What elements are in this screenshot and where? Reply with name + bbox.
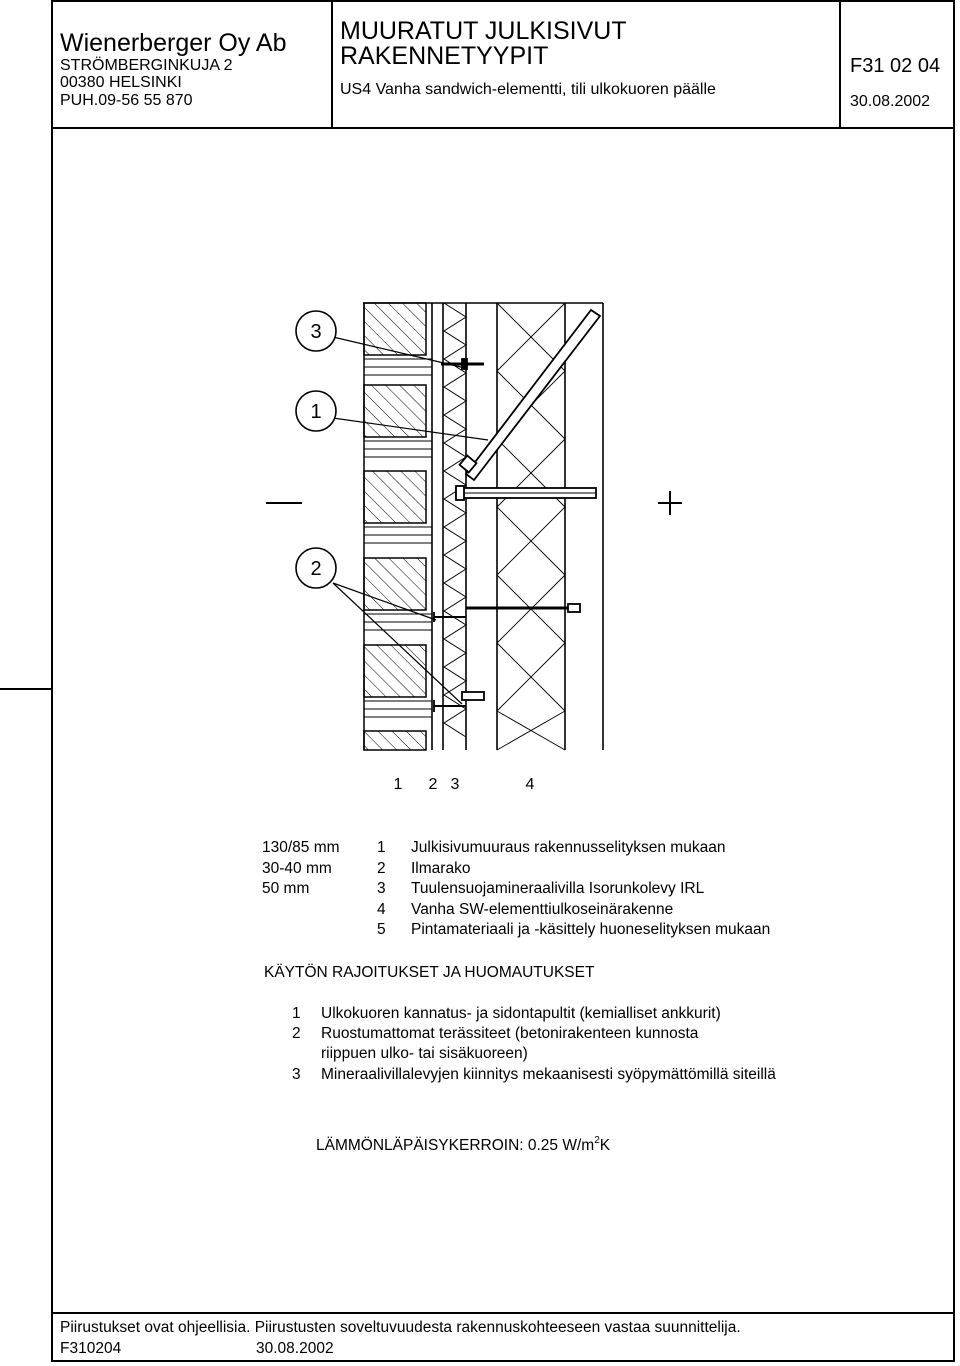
insulation-cross: [497, 507, 565, 575]
u-value-superscript: 2: [594, 1135, 600, 1146]
callout-label-2: 2: [310, 558, 322, 580]
company-phone: PUH.09-56 55 870: [60, 92, 193, 109]
brick: [364, 558, 426, 610]
u-value: [316, 1136, 610, 1154]
legend-thickness-3: 50 mm: [262, 880, 310, 897]
footer-date: 30.08.2002: [256, 1340, 334, 1357]
drawing-date: 30.08.2002: [850, 93, 931, 110]
note-num-2: 2: [292, 1025, 301, 1042]
layer-number-1: 1: [393, 776, 403, 793]
brick: [364, 731, 426, 750]
legend-text-4: Vanha SW-elementtiulkoseinärakenne: [411, 901, 674, 918]
drawing-code: F31 02 04: [850, 55, 941, 77]
note-text-3: Mineraalivillalevyjen kiinnitys mekaanisesti syöpymättömillä siteillä: [321, 1066, 776, 1083]
note-num-3: 3: [292, 1066, 301, 1083]
brick: [364, 303, 426, 355]
brick: [364, 645, 426, 697]
legend-num-5: 5: [377, 921, 386, 938]
title-line-1: MUURATUT JULKISIVUT: [340, 17, 627, 45]
company-street: STRÖMBERGINKUJA 2: [60, 57, 233, 74]
layer-number-4: 4: [525, 776, 535, 793]
legend-num-4: 4: [377, 901, 386, 918]
legend-thickness-1: 130/85 mm: [262, 839, 340, 856]
legend-text-5: Pintamateriaali ja -käsittely huoneselityksen mukaan: [411, 921, 771, 938]
footer-code: F310204: [60, 1340, 122, 1357]
note-text-1: Ulkokuoren kannatus- ja sidontapultit (kemialliset ankkurit): [321, 1005, 721, 1022]
callout-label-3: 3: [310, 321, 322, 343]
anchors: [434, 310, 600, 712]
footer-disclaimer: Piirustukset ovat ohjeellisia. Piirustusten soveltuvuudesta rakennuskohteeseen vastaa suunnittelija.: [60, 1319, 741, 1336]
company-city: 00380 HELSINKI: [60, 74, 182, 91]
plus-sign: [658, 491, 682, 515]
legend-num-2: 2: [377, 860, 386, 877]
insulation-cross: [497, 711, 565, 750]
brick: [364, 385, 426, 437]
layer-number-3: 3: [450, 776, 460, 793]
legend-thickness-2: 30-40 mm: [262, 860, 332, 877]
layer-number-2: 2: [428, 776, 438, 793]
legend-text-3: Tuulensuojamineraalivilla Isorunkolevy IRL: [411, 880, 705, 897]
legend-text-1: Julkisivumuuraus rakennusselityksen mukaan: [411, 839, 726, 856]
u-value-unit: K: [599, 1137, 611, 1154]
callout-circles: [296, 311, 336, 588]
callout-label-1: 1: [310, 401, 322, 423]
note-text-2: Ruostumattomat terässiteet (betonirakenteen kunnosta: [321, 1025, 699, 1042]
legend-num-1: 1: [377, 839, 386, 856]
company-name: Wienerberger Oy Ab: [60, 29, 287, 57]
notes-heading: KÄYTÖN RAJOITUKSET JA HUOMAUTUKSET: [264, 964, 595, 981]
legend-text-2: Ilmarako: [411, 860, 471, 877]
brick-courses: [364, 303, 432, 750]
insulation-cross: [497, 643, 565, 711]
legend-num-3: 3: [377, 880, 386, 897]
title-line-2: RAKENNETYYPIT: [340, 42, 549, 70]
brick: [364, 471, 426, 523]
u-value-label: LÄMMÖNLÄPÄISYKERROIN: 0.25 W/m: [316, 1137, 595, 1154]
note-num-1: 1: [292, 1005, 301, 1022]
subtitle: US4 Vanha sandwich-elementti, tili ulkokuoren päälle: [340, 81, 716, 98]
note-text-2-cont: riippuen ulko- tai sisäkuoreen): [321, 1045, 528, 1062]
